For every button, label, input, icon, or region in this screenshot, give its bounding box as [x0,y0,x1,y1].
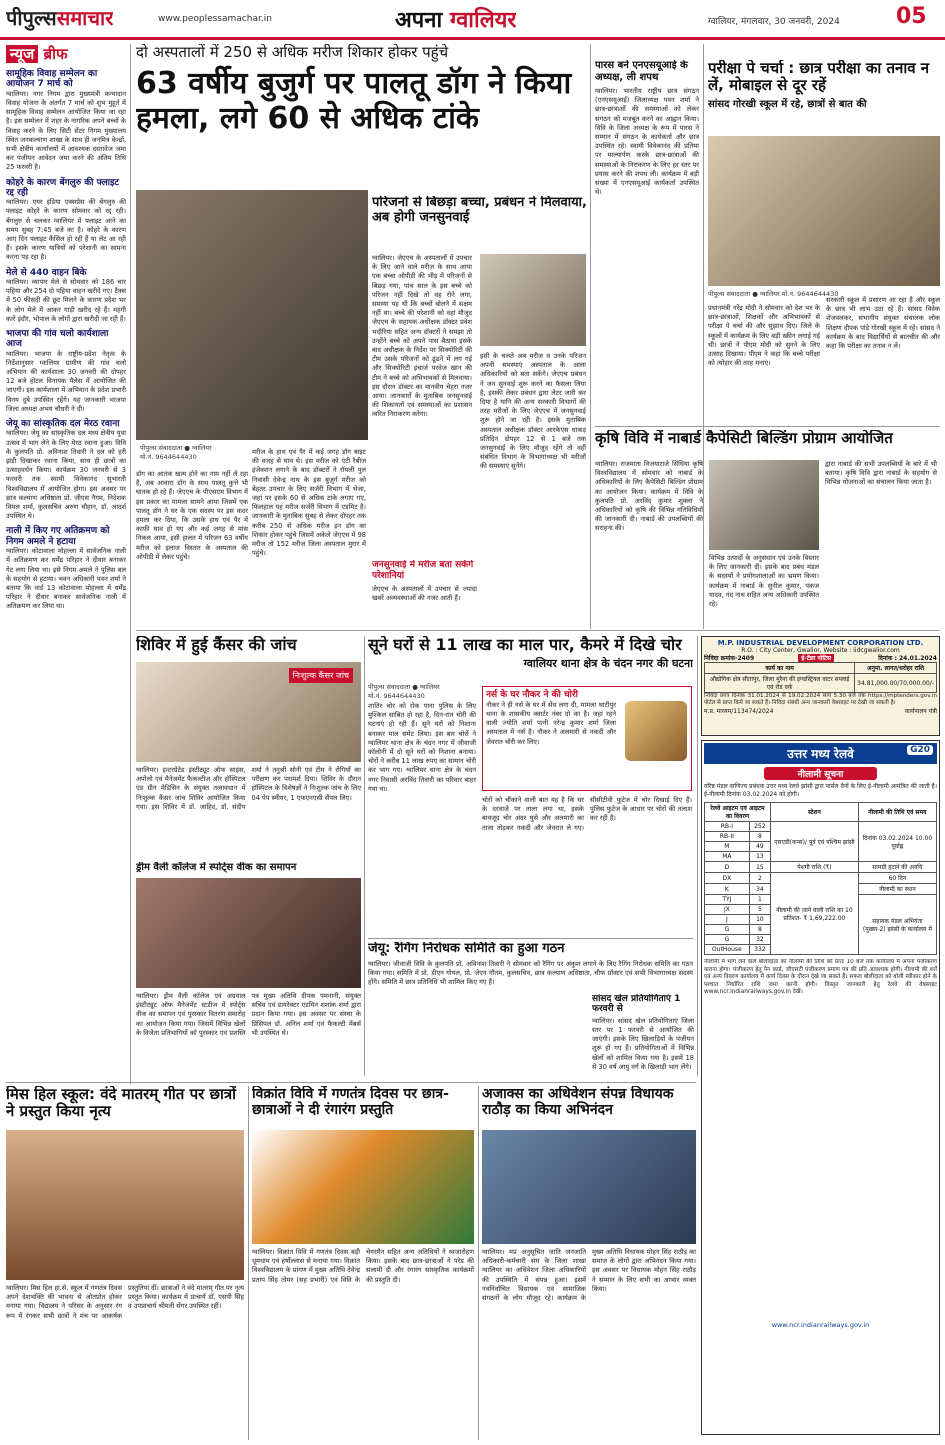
railway-item-code: RB-II [705,832,750,842]
column-divider [590,44,591,629]
jiwaji-headline[interactable]: जेयू: रैगिंग निरोधक समिति का हुआ गठन [368,942,565,956]
railway-footer-url[interactable]: www.ncr.indianrailways.gov.in [771,1321,870,1329]
nabard-col3: द्वारा नाबार्ड की सभी उपलब्धियों के बारे में भी बताया। कृषि विवि द्वारा नाबार्ड के सहयोग से विभिन्न योजनाओं का संचालन किया जाता है। [825,460,937,487]
brief-item-headline[interactable]: सामूहिक विवाह सम्मेलन का आयोजन 7 मार्च को [6,69,98,90]
dream-valley-headline[interactable]: ड्रीम वैली कॉलेज में स्पोर्ट्स वीक का समापन [136,862,297,873]
lost-child-headline[interactable]: परिजनों से बिछड़ा बच्चा, प्रबंधन ने मिलवाया, अब होगी जनसुनवाई [372,196,587,225]
section-divider [368,938,693,939]
jansunvai-sidebar [372,560,477,630]
nabard-photo [709,460,819,550]
mpidc-signature: कार्यपालन यंत्री [904,708,937,715]
nsui-headline[interactable]: पारस बने एनएसयूआई के अध्यक्ष, ली शपथ [595,60,688,83]
brief-item-headline[interactable]: मेले से 440 वाहन बिके [6,267,87,278]
g20-logo: G20 [907,745,933,755]
lead-headline[interactable]: 63 वर्षीय बुजुर्ग पर पालतू डॉग ने किया हमला, लगे 60 से अधिक टांके [136,66,572,136]
theft-headline[interactable]: सूने घरों से 11 लाख का माल पार, कैमरे में दिखे चोर [368,636,682,654]
railway-item-qty: 2 [749,873,770,884]
railway-item-qty: 252 [749,822,770,832]
brief-item-headline[interactable]: नाली में किए गए अतिक्रमण को निगम अमले ने हटाया [6,526,110,547]
railway-col-date: नीलामी की तिथि एवं समय [858,803,936,822]
railway-item-code: TYJ [705,895,750,905]
mpidc-date: दिनांक : 24.01.2024 [878,655,937,662]
ajaks-photo [482,1130,696,1244]
mpidc-ref: म.प्र. माध्यम/113474/2024 [704,708,774,715]
railway-place-value: सहायक मंडल अभियंता (मुख्या-2) झांसी के कार्यालय में [858,895,936,955]
dream-valley-story [136,862,361,1072]
page-number: 05 [896,4,927,29]
lead-body-col2: मरीज के हाथ एवं पैर में कई जगह डॉग बाइट की वजह से घाव थे। इस मरीज को एंटी रैबीज इंजेक्शन लगाने के बाद डॉक्टरों ने रॉयली पुल निवासी देवेन्द्र नाथ के इस बुज़ुर्ग मरीज को बेहतर उपचार के लिए सर्जरी विभाग में भेजा, जहां पर इसके 60 से अधिक टांके लगाए गए, फिलहाल यह मरीज सर्जरी विभाग में एडमिट है। जानकारी के मुताबिक सुबह से लेकर दोपहर तक करीब 250 से अधिक मरीज इन डॉग का शिकार होकर पहुंचे जिसमें अकेले जेएएच में 98 मरीज तो 152 मरीज जिला अस्पताल मुरार में पहुंचे। [252,448,366,558]
brief-item-body: ग्वालियर। कोटावाला मोहल्ला में सार्वजनिक नाली में अतिक्रमण कर धर्मेंद्र परिहार ने दीवार बनाकर गेट लगा लिया था। इसे निगम अमले ने पुलिस बल के सहयोग से हटाया। भवन अधिकारी पवन शर्मा ने बताया कि वार्ड 13 कोटावाला मोहल्ला में धर्मेंद्र परिहार ने दीवार बनाकर सार्वजनिक नाली में अतिक्रमण कर लिया था। [6,547,126,611]
mpidc-cost: 34,81,000.00/70,000.00/- [855,674,937,693]
vikrant-story [252,1086,474,1440]
vikrant-headline[interactable]: विक्रांत विवि में गणतंत्र दिवस पर छात्र-छात्राओं ने दी रंगारंग प्रस्तुति [252,1086,449,1119]
newspaper-logo: पीपुल्ससमाचार [6,6,114,30]
railway-item-code: M [705,842,750,852]
lead-photo-credit: पीपुल्स संवाददाता ● ग्वालियर मो.नं. 9644644430 [140,444,212,461]
railway-station: एसएडी(कन्स)/ पूर्व एवं पश्चिम झांसी [771,822,859,862]
brief-item-body: ग्वालियर। भाजपा के राष्ट्रीय-प्रदेश नेतृत्व के निर्देशानुसार ग्वालियर ग्रामीण की गांव चलो अभियान की कार्यशाला 30 जनवरी की दोपहर 12 बजे होटल विनायक पैलेस में आयोजित की जाएगी। इस कार्यशाला में अभियान के प्रदेश प्रभारी विनय दुबे उपस्थित रहेंगे। यह जानकारी भाजपा जिला अध्यक्ष अभय चौधरी ने दी। [6,349,126,413]
theft-col2: चोरों को चौंकाने वाली बात यह है कि घर के दरवाजे पर ताला लगा था, इसके बावजूद चोर अंदर घुसे और अलमारी का ताला तोड़कर नकदी और जेवरात ले गए। सीसीटीवी फुटेज में चोर दिखाई दिए हैं। पुलिस फुटेज के आधार पर चोरों की तलाश कर रही है। [482,796,692,832]
railway-item-qty: 8 [749,925,770,935]
nsui-story [595,60,699,440]
sports-headline[interactable]: सांसद खेल प्रतियोगिताएं 1 फरवरी से [592,994,681,1015]
mpidc-address: R.O. : City Center, Gwalior, Website : iidcgwalior.com [741,647,900,654]
railway-item-code: J [705,915,750,925]
railway-item-qty: 49 [749,842,770,852]
website-url[interactable]: www.peoplessamachar.in [158,14,272,24]
mpidc-notice-no: निविदा क्रमांक-2409 [704,655,755,662]
railway-table-row [705,873,937,884]
misshill-story [6,1086,244,1440]
nurse-theft-body: नौकर ने ही नर्स के घर में सेंध लगा दी, मामला थाटीपुर थाना के शासकीय क्वार्टर नंबर दो का है। जहां रहने वाली ज्योति शर्मा पत्नी नरेन्द्र कुमार शर्मा जिला अस्पताल में नर्स है। नौकर ने अलमारी से नकदी और जेवरात चोरी कर लिए। [486,700,616,746]
vikrant-photo [252,1130,474,1244]
railway-item-qty: 5 [749,905,770,915]
railway-item-qty: 32 [749,935,770,945]
child-photo [480,254,586,346]
mpidc-company: M.P. INDUSTRIAL DEVELOPMENT CORPORATION LTD. [717,639,924,647]
railway-item-qty: 1 [749,895,770,905]
misshill-photo [6,1130,244,1280]
theft-subhead: ग्वालियर थाना क्षेत्र के चंदन नगर की घटना [523,657,693,671]
brief-item-body: ग्वालियर। व्यापार मेले से सोमवार को 186 चार पहिया और 254 दो पहिया वाहन खरीदे गए। टैक्स में 50 फीसदी की छूट मिलने के कारण प्रदेश भर के लोग मेले में आकर गाड़ी खरीद रहे हैं। महंगी कारें इंदौर, भोपाल के लोगों द्वारा खरीदी जा रही हैं। [6,277,126,323]
dateline: ग्वालियर, मंगलवार, 30 जनवरी, 2024 [708,17,840,27]
brief-item-body: ग्वालियर। नगर निगम द्वारा मुख्यमंत्री कन्यादान विवाह योजना के अंतर्गत 7 मार्च को शुभ मुहूर्त में सामूहिक विवाह सम्मेलन आयोजित किया जा रहा है। इस सम्मेलन में शहर के नागरिक अपने बच्चों के विवाह करने के लिए सिटी सेंटर निगम मुख्यालय स्थित जनकल्याण शाखा के साथ ही जनमित्र केन्द्रों, सभी क्षेत्रीय कार्यालयों में आवश्यक दस्तावेज जमा कर पंजीयन आवेदन जमा करने की अंतिम तिथि 25 फरवरी है। [6,89,126,172]
pariksha-subhead: सांसद गोरखी स्कूल में रहे, छात्रों से बात की [708,98,867,110]
cancer-story [136,636,361,861]
news-brief-column [6,44,126,1084]
section-divider [6,1082,696,1083]
railway-item-code: MA [705,852,750,862]
cancer-headline[interactable]: शिविर में हुई कैंसर की जांच [136,636,297,654]
theft-story [368,636,693,936]
railway-item-code: JX [705,905,750,915]
railway-item-qty: 15 [749,862,770,873]
brief-item-headline[interactable]: जेयू का सांस्कृतिक दल मेरठ रवाना [6,419,120,430]
brief-item-body: ग्वालियर। एयर इंडिया एक्सप्रेस की बेंगलुरु की फ्लाइट कोहरे के कारण सोमवार को रद्द रही। बेंगलुरु से चलकर ग्वालियर में फ्लाइट आने का समय सुबह 7:45 बजे का है। कोहरे के कारण आए दिन फ्लाइट कैंसिल हो रही हैं या लेट आ रही हैं। इसके कारण यात्रियों को परेशानी का सामना करना पड़ रहा है। [6,198,126,262]
dream-valley-photo [136,878,361,988]
railway-item-qty: 34 [749,884,770,895]
cancer-body: ग्वालियर। इन्टरग्रेटेड इंस्टीट्यूट ऑफ साइंस, अपोलो एवं मैनेजमेंट फैकल्टीज और हॉस्पिटल एंड ग्रीन मेडिसिन के संयुक्त तत्वावधान में निःशुल्क कैंसर जांच शिविर आयोजित किया गया। इस शिविर में डॉ. जाहिद, डॉ. संदीप शर्मा ने तनुश्री सोनी एवं टीम ने रोगियों का परीक्षण कर परामर्श दिया। शिविर के दौरान हॉस्पिटल के विशेषज्ञों ने निःशुल्क जांच के लिए 04 पेप स्मीयर, 1 एफएनएसी सैंपल लिए। [136,766,361,811]
column-divider [130,44,131,1084]
lost-child-story [372,196,587,621]
mpidc-title: ई-टेंडर नोटिस [798,654,834,662]
pariksha-photo [708,136,940,286]
nurse-theft-box [482,686,692,791]
brief-title: न्यूज ब्रीफ [6,44,126,64]
ajaks-story [482,1086,696,1440]
nabard-headline[interactable]: कृषि विवि में नाबार्ड कैपेसिटी बिल्डिंग प्रोग्राम आयोजित [595,430,893,447]
mpidc-work: औद्योगिक क्षेत्र सीतापुर, जिला मुरैना की इण्डस्ट्रियल वाटर सप्लाई एवं रोड वर्क [705,674,855,693]
railway-item-code: G [705,935,750,945]
railway-terms: नीलामी में भाग लेने वाले बोलीदाता को नीलामी की तिथि को प्रातः 10 बजे तक कार्यालय में अपना पंजीकरण कराना होगा। पंजीकरण हेतु पैन कार्ड, जीएसटी पंजीकरण प्रमाण पत्र की प्रति आवश्यक होगी। नीलामी की शर्तें एवं अन्य विवरण कार्यालय में कार्य दिवस के दौरान देखे जा सकते हैं। सफल बोलीदाता को बोली स्वीकार होने के पश्चात निर्धारित राशि जमा करनी होगी। विस्तृत जानकारी हेतु रेलवे की वेबसाइट www.ncr.indianrailways.gov.in देखें। [704,959,937,996]
railway-reserve-value: नीलामी की जाने वाली राशि का 10 प्रतिशत- ₹ 1,69,222.00 [771,873,859,955]
pariksha-col1: प्रधानमंत्री नरेंद्र मोदी ने सोमवार को देश भर के छात्र-छात्राओं, शिक्षकों और अभिभावकों से परीक्षा पे चर्चा की और सुझाव दिए। जिले के स्कूलों में कार्यक्रम के लिए बड़ी स्क्रीन लगाई गई थी। छात्रों ने पीएम मोदी को सुनने के लिए उत्साह दिखाया। पीएम ने कहा कि बच्चे परीक्षा को त्योहार की तरह मनाएं। [708,304,820,368]
railway-contact-value: 60 दिन [858,873,936,884]
railway-notice-title: नीलामी सूचना [764,767,877,780]
nurse-theft-head: नर्स के घर नौकर ने की चोरी [486,690,579,700]
brief-item-headline[interactable]: कोहरे के कारण बेंगलुरु की फ्लाइट रद्द रही [6,177,119,198]
column-divider [478,1086,479,1440]
section-title: अपना ग्वालियर [395,8,517,33]
mpidc-table [704,662,937,693]
jansunvai-subhead: जनसुनवाई में मरीज बता सकेंगे परेशानियां [372,560,474,581]
railway-header: उत्तर मध्य रेलवे G20 [704,743,937,764]
lost-child-col1: ग्वालियर। जेएएच के अस्पतालों में उपचार के लिए आने वाले मरीज के साथ आया एक बच्चा ओपीडी की भीड़ में परिजनों से बिछड़ गया, पांच साल के इस बच्चे को परिजन नहीं दिखे तो वह रोने लगा, समस्या यह थी कि बच्चों बोलने में सक्षम नहीं था। बच्चे की परेशानी को वहां मौजूद जेएएच के सहायक अधीक्षक डॉक्टर प्रवेश भदौरिया सहित अन्य डॉक्टरों ने समझा तो उन्होंने बच्चे को अपने पास बैठाया इसके बाद अधीक्षक के निर्देश पर सिक्योरिटी की टीम उसके परिजनों को ढूंढने में लग गई और सिक्योरिटी इंचार्ज परवेज खान की टीम ने बच्चे को अभिभावकों से मिलवाया। इस दौरान डॉक्टर का मानवीय चेहरा नजर आया। जानकारों के मुताबिक जनसुनवाई की शिकायतों एवं समस्याओं का प्रशासन त्वरित निराकरण करेगा। [372,254,472,419]
jiwaji-body: ग्वालियर। जीवाजी विवि के कुलपति प्रो. अविनाश तिवारी ने सोमवार को रैगिंग पर अंकुश लगाने के लिए रैगिंग निरोधक समिति का गठन किया गया। समिति में प्रो. डीएन गोयल, प्रो. जेएन गौतम, कुलसचिव, छात्र कल्याण अधिष्ठाता, चीफ प्रॉक्टर एवं सभी विभागाध्यक्ष सदस्य होंगे। समिति में छात्र प्रतिनिधि भी शामिल किए गए हैं। [368,959,693,987]
jansunvai-body: जेएएच के अस्पतालों में उपचार से ज्यादा खबरें अव्यवस्थाओं की नजर आती हैं। [372,584,477,602]
lead-body-col1: डॉग का आतंक खत्म होने का नाम नहीं ले रहा है, अब आवारा डॉग के साथ पालतू कुत्ते भी घातक हो रहे हैं। जेएएच के पीएसएम विभाग में इस प्रकार का मामला सामने आया जिसमें एक पालतू डॉग ने घर के एक सदस्य पर इस कदर हमला कर दिया, कि उसके हाथ एवं पैर में काफी घाव हो गए और कई जगह से मांस निकल आया, इसी हालत में परिजन 63 वर्षीय मरीज को इलाज विस्तार के अस्पताल की ओपीडी में लेकर पहुंचे। [136,470,248,561]
brief-item-headline[interactable]: भाजपा की गांव चलो कार्यशाला आज [6,328,109,350]
lead-photo [136,190,368,440]
railway-col-station: स्टेशन [771,803,859,822]
mpidc-body: निविदा प्रपत्र दिनांक 31.01.2024 से 19.02.2024 सायं 5.30 बजे तक https://mptenders.gov.in पोर्टल से प्राप्त किये जा सकते हैं। निविदा संबंधी अन्य जानकारी वेबसाइट पर देखी जा सकती है। [704,693,937,706]
mpidc-col-work: कार्य का नाम [705,663,855,674]
railway-item-code: OutHouse [705,945,750,955]
railway-intro: वरिष्ठ मंडल वाणिज्य प्रबंधक उत्तर मध्य रेलवे झांसी द्वारा पार्सल वैनों के लिए ई-नीलामी आमंत्रित की जाती है। ई-नीलामी दिनांक 03.02.2024 को होगी। [704,783,938,798]
sports-story [592,994,694,1080]
misshill-body: ग्वालियर। मिस हिल हा.से. स्कूल में गणतंत्र दिवस अपने देशभक्ति की भावना से ओतप्रोत होकर मनाया गया। विद्यालय ने परिसर के अनुसार रंग रूप में रंगकर सभी छात्रों ने मंच पर आकर्षक प्रस्तुतियां दीं। छात्राओं ने वंदे मातरम् गीत पर नृत्य प्रस्तुत किया। कार्यक्रम में प्राचार्य डॉ. एसपी सिंह व उपप्राचार्य श्रीमती सेंगर उपस्थित रहीं। [6,1284,244,1320]
pariksha-credit: पीपुल्स संवाददाता ● ग्वालियर मो.नं. 9644644430 [708,290,839,298]
railway-item-qty: 332 [749,945,770,955]
railway-table-row [705,822,937,832]
dream-valley-body: ग्वालियर। ड्रीम वैली कॉलेज एवं अग्रवाल इंस्टीट्यूट ऑफ मैनेजमेंट स्टडीज में स्पोर्ट्स वीक का समापन एवं पुरस्कार वितरण समारोह का आयोजन किया गया। जिसमें विभिन्न खेलों के विजेता प्रतिभागियों को पुरस्कार एवं प्रशस्ति पत्र मुख्य अतिथि दीपक पमनानी, संयुक्त सचिव एवं डायरेक्टर एडमिन शशांक शर्मा द्वारा प्रदान किया गया। इस अवसर पर संस्था के प्रिंसिपल डॉ. अनिल शर्मा एवं फैकल्टी मेंबर्स भी उपस्थित थे। [136,992,361,1037]
section-divider [136,630,940,631]
railway-contact-label: सामग्री हटाने की अवधि [858,862,936,873]
railway-auction-notice [701,740,940,1435]
cancer-banner: निःशुल्क कैंसर जांच [289,668,353,683]
masthead [0,0,945,40]
misshill-headline[interactable]: मिस हिल स्कूल: वंदे मातरम् गीत पर छात्रों ने प्रस्तुत किया नृत्य [6,1086,237,1121]
pariksha-headline[interactable]: परीक्षा पे चर्चा : छात्र परीक्षा का तनाव न लें, मोबाइल से दूर रहें [708,60,930,95]
railway-item-qty: 8 [749,832,770,842]
ajaks-body: ग्वालियर। मप्र अनुसूचित जाति जनजाति अधिकारी-कर्मचारी संघ के जिला शाखा ग्वालियर का अधिवेशन जिला अधिकारियों की उपस्थिति में संपन्न हुआ। इसमें नवनिर्वाचित विधायक एवं सामाजिक संगठनों के लोग मौजूद रहे। कार्यक्रम के मुख्य अतिथि विधायक मोहन सिंह राठौड़ का समाज के लोगों द्वारा अभिनंदन किया गया। इस अवसर पर विधायक मोहन सिंह राठौड़ ने सम्मान के लिए सभी का आभार व्यक्त किया। [482,1248,696,1303]
railway-item-qty: 13 [749,852,770,862]
theft-col1: शातिर चोर को रोक पाना पुलिस के लिए मुश्किल साबित हो रहा है, दिन-रात चोरी की घटनाएं हो रही हैं। सूने घरों को निशाना बनाकर माल समेट लिया। इस बार चोरों ने ग्वालियर थाना क्षेत्र के चंदन नगर में जीवाजी कॉलोनी में दो सूने घरों को निशाना बनाया। चोरों ने करीब 11 लाख रुपए का सामान चोरी कर भाग गए। ग्वालियर थाना क्षेत्र के चंदन नगर निवासी अरविंद तिवारी का परिवार बाहर गया था। [368,702,476,793]
railway-item-code: K [705,884,750,895]
nabard-story [595,430,940,630]
column-divider [248,1086,249,1440]
railway-item-qty: 10 [749,915,770,925]
theft-credit: पीपुल्स संवाददाता ● ग्वालियर मो.नं. 9644644430 [368,683,440,700]
pariksha-story [708,60,940,430]
railway-item-code: G [705,925,750,935]
lead-kicker: दो अस्पतालों में 250 से अधिक मरीज शिकार होकर पहुंचे [136,44,449,61]
railway-col-item: रेलवे आइटम एवं आइटम का विवरण [705,803,771,822]
column-divider [697,636,698,1076]
railway-item-code: D [705,862,750,873]
railway-reserve-label: पेशगी राशि (₹) [771,862,859,873]
section-divider [595,426,940,427]
column-divider [364,636,365,1076]
vikrant-body: ग्वालियर। विक्रांत विवि में गणतंत्र दिवस बड़ी धूमधाम एवं हर्षोल्लास से मनाया गया। विक्रांत विश्वविद्यालय के प्रांगण में मुख्य अतिथि देवेन्द्र प्रताप सिंह तोमर (सह प्रभारी) एवं विवि के चेयरमैन सहित अन्य अतिथियों ने ध्वजारोहण किया। इसके बाद छात्र-छात्राओं ने परेड की सलामी दी और रंगारंग सांस्कृतिक कार्यक्रमों की प्रस्तुति दी। [252,1248,474,1284]
nsui-body: ग्वालियर। भारतीय राष्ट्रीय छात्र संगठन (एनएसयूआई) जिलाध्यक्ष पवन शर्मा ने छात्र-छात्राओं की समस्याओं को लेकर संगठन को मजबूत करने का आह्वान किया। विवि के जिला अध्यक्ष के रूप में पारस ने सम्मान में संगठन के कार्यकर्ता और छात्र उपस्थित रहे। स्वामी विवेकानंद की प्रतिमा पर माल्यार्पण करके छात्र-छात्राओं की समस्याओं के निराकरण के लिए हर स्तर पर प्रयास करने की शपथ ली। कार्यक्रम में बड़ी संख्या में एनएसयूआई कार्यकर्ता उपस्थित थे। [595,87,699,197]
mpidc-tender-notice [701,636,940,736]
railway-item-code: RB-I [705,822,750,832]
railway-table-row [705,862,937,873]
nabard-col2: विभिन्न उत्पादों के अनुसंधान एवं उनके विस्तार के लिए जानकारी दी। इसके बाद प्रबंध मंडल के सदस्यों ने प्रयोगशालाओं का भ्रमण किया। कार्यक्रम में नाबार्ड के सुनील कुमार, पंकज यादव, नंद नाथ सहित अन्य अधिकारी उपस्थित रहे। [709,554,819,609]
railway-auction-date: दिनांक 03.02.2024 10.00 पूर्वाह्न [858,822,936,862]
pariksha-col2: सरकारी स्कूल में प्रसारण आ रहा है और स्कूल के छात्र भी लाभ उठा रहे हैं। सांसद विवेक शेजवलकर, संभागीय संयुक्त संचालक लोक शिक्षण दीपक पांडे गोरखी स्कूल में रहे। सांसद ने कार्यक्रम के बाद विद्यार्थियों से बातचीत की और कहा कि परीक्षा का तनाव न लें। [826,296,940,351]
railway-item-code: DX [705,873,750,884]
railway-place-label: नीलामी का स्थान [858,884,936,895]
railway-table [704,802,937,955]
brief-item-body: ग्वालियर। जेयू का सांस्कृतिक दल मध्य क्षेत्रीय युवा उत्सव में भाग लेने के लिए मेरठ रवाना हुआ। विवि के कुलपति प्रो. अविनाश तिवारी ने दल को हरी झंडी दिखाकर रवाना किया, साथ ही छात्रों का उत्साहवर्धन किया। कार्यक्रम 30 जनवरी से 3 फरवरी तक स्वामी विवेकानंद सुभारती विश्वविद्यालय में आयोजित होगा। इस अवसर पर छात्र कल्याण अधिष्ठाता प्रो. जीएस नैगम, निदेशक विमल शर्मा, कुलसचिव अरुण चौहान, डॉ. आदर्श उपस्थित थे। [6,429,126,521]
mpidc-col-cost: अनुमा. लागत/धरोहर राशि [855,663,937,674]
lost-child-col2: इसी के चलते अब मरीज व उनके परिजन अपनी समस्याएं अस्पताल के आला अधिकारियों को बता सकेंगे। जेएएच प्रबंधन ने जन सुनवाई शुरू करने का फैसला लिया है, इसकी लेकर प्रबंधन द्वारा लेटर जारी कर दिया है यानि की अन्य सरकारी विभागों की तरह मरीजों के लिए जेएएच में जनसुनवाई शुरू होने जा रही है। इसके मुताबिक अस्पताल अधीक्षक डॉक्टर आरकेएस धाकड़ प्रतिदिन दोपहर 12 से 1 बजे तक जनसुनवाई के लिए मौजूद रहेंगे तो वहीं संबंधित विभाग के विभागाध्यक्ष भी मरीजों की समस्याएं सुनेंगे। [480,352,586,471]
nabard-col1: ग्वालियर। राजमाता विजयाराजे सिंधिया कृषि विश्वविद्यालय में सोमवार को नाबार्ड के अधिकारियों के लिए कैपेसिटी बिल्डिंग प्रोग्राम का आयोजन किया। कार्यक्रम में विवि के कुलपति प्रो. अरविंद कुमार शुक्ला ने अधिकारियों को कृषि की विभिन्न गतिविधियों की जानकारी दी। नाबार्ड की उपलब्धियों की सराहना की। [595,460,703,533]
ajaks-headline[interactable]: अजाक्स का अधिवेशन संपन्न विधायक राठौड़ का किया अभिनंदन [482,1086,674,1119]
thief-illustration [625,701,687,761]
cancer-photo [136,662,361,762]
sports-body: ग्वालियर। सांसद खेल प्रतियोगिताएं जिला स्तर पर 1 फरवरी से आयोजित की जाएंगी। इसके लिए खिलाड़ियों के पंजीयन शुरू हो गए हैं। प्रतियोगिताओं में विभिन्न खेलों को शामिल किया गया है। इसमें 18 से 30 वर्ष आयु वर्ग के खिलाड़ी भाग लेंगे। [592,1016,694,1071]
